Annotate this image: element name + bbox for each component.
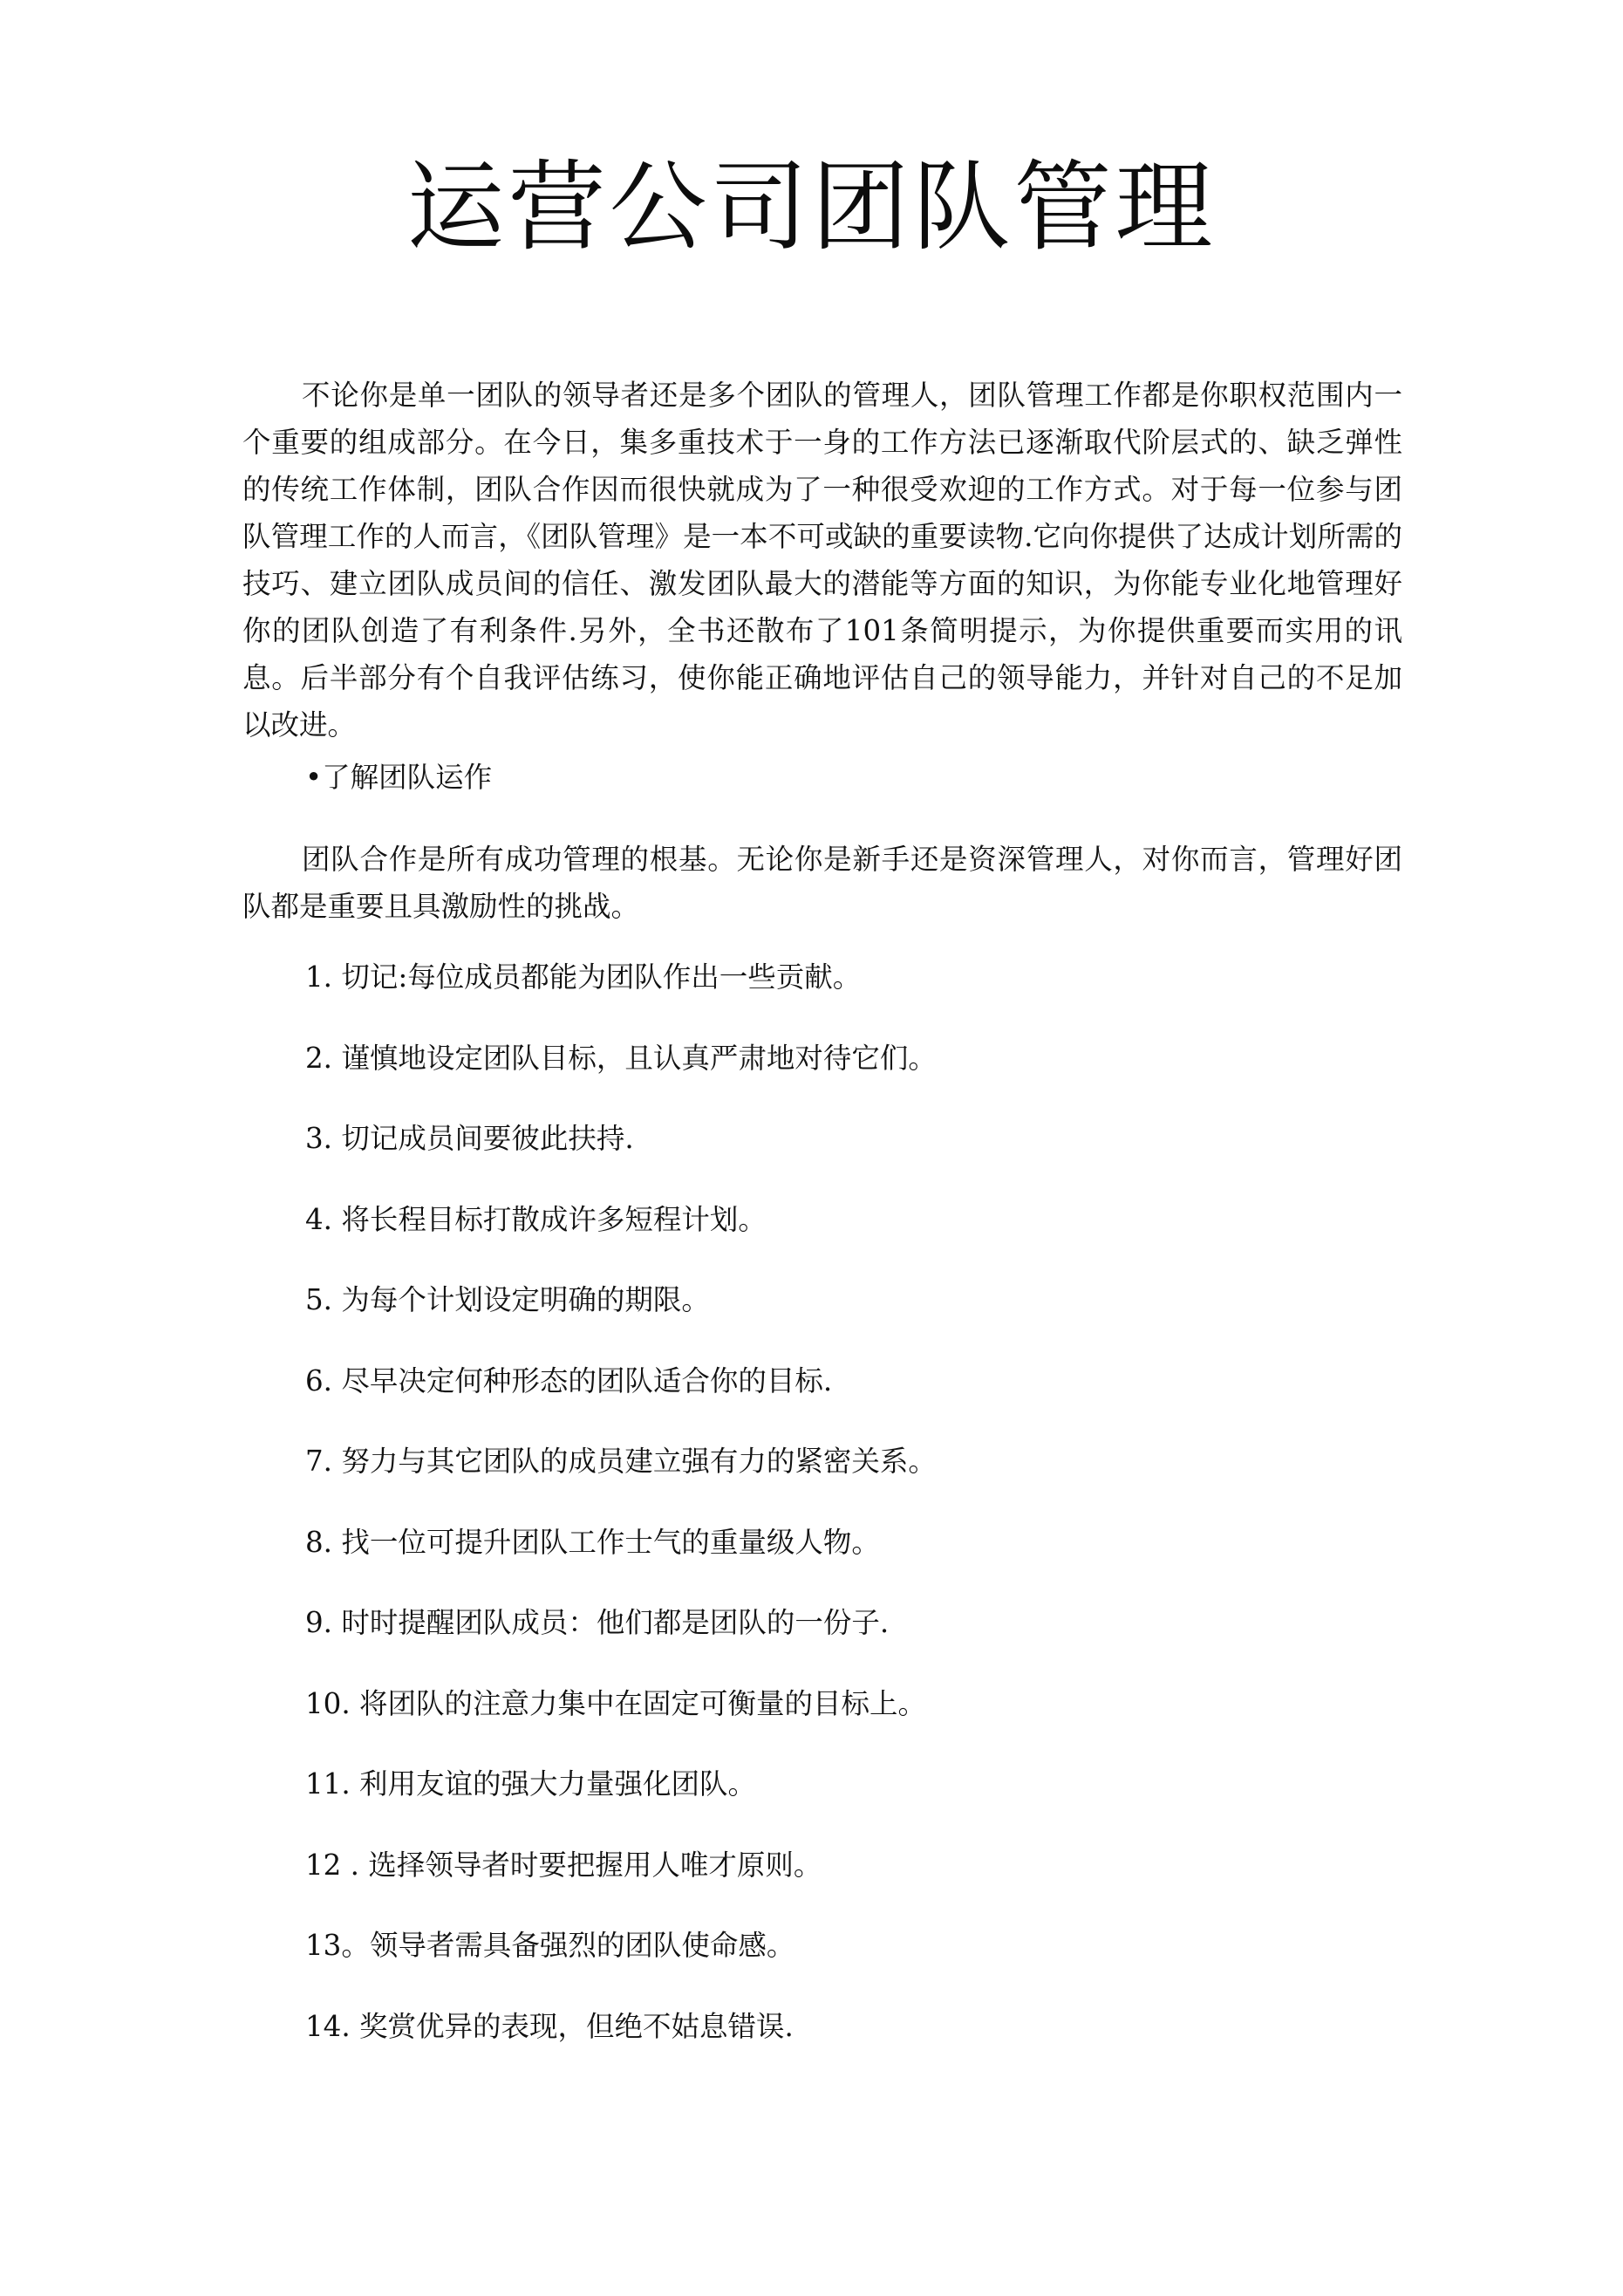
tip-item: 7. 努力与其它团队的成员建立强有力的紧密关系。	[305, 1445, 937, 1478]
tip-item: 5. 为每个计划设定明确的期限。	[305, 1283, 710, 1316]
tips-list	[305, 953, 937, 2083]
tip-item: 11. 利用友谊的强大力量强化团队。	[305, 1767, 757, 1801]
tip-item: 10. 将团队的注意力集中在固定可衡量的目标上。	[305, 1686, 927, 1720]
tip-item: 3. 切记成员间要彼此扶持.	[305, 1122, 634, 1155]
tip-item: 2. 谨慎地设定团队目标，且认真严肃地对待它们。	[305, 1041, 937, 1075]
tip-item: 4. 将长程目标打散成许多短程计划。	[305, 1202, 767, 1236]
tip-item: 6. 尽早决定何种形态的团队适合你的目标.	[305, 1363, 833, 1397]
tip-item: 9. 时时提醒团队成员：他们都是团队的一份子.	[305, 1606, 890, 1639]
tip-item: 13。领导者需具备强烈的团队使命感。	[305, 1929, 795, 1962]
intro-paragraph: 不论你是单一团队的领导者还是多个团队的管理人，团队管理工作都是你职权范围内一个重要的组成部分。在今日，集多重技术于一身的工作方法已逐渐取代阶层式的、缺乏弹性的传统工作体制，团队合作因而很快就成为了一种很受欢迎的工作方式。对于每一位参与团队管理工作的人而言，《团队管理》是一本不可或缺的重要读物.它向你提供了达成计划所需的技巧、建立团队成员间的信任、激发团队最大的潜能等方面的知识，为你能专业化地管理好你的团队创造了有利条件.另外，全书还散布了101条简明提示，为你提供重要而实用的讯息。后半部分有个自我评估练习，使你能正确地评估自己的领导能力，并针对自己的不足加以改进。	[242, 379, 1402, 741]
section-paragraph: 团队合作是所有成功管理的根基。无论你是新手还是资深管理人，对你而言，管理好团队都是重要且具激励性的挑战。	[242, 843, 1402, 923]
tip-item: 12 . 选择领导者时要把握用人唯才原则。	[305, 1848, 822, 1882]
tip-item: 1. 切记:每位成员都能为团队作出一些贡献。	[305, 960, 862, 994]
document-title: 运营公司团队管理	[406, 151, 1217, 264]
tip-item: 8. 找一位可提升团队工作士气的重量级人物。	[305, 1525, 880, 1559]
tip-item: 14. 奖赏优异的表现，但绝不姑息错误.	[305, 2009, 794, 2043]
section-heading: •了解团队运作	[305, 761, 493, 794]
